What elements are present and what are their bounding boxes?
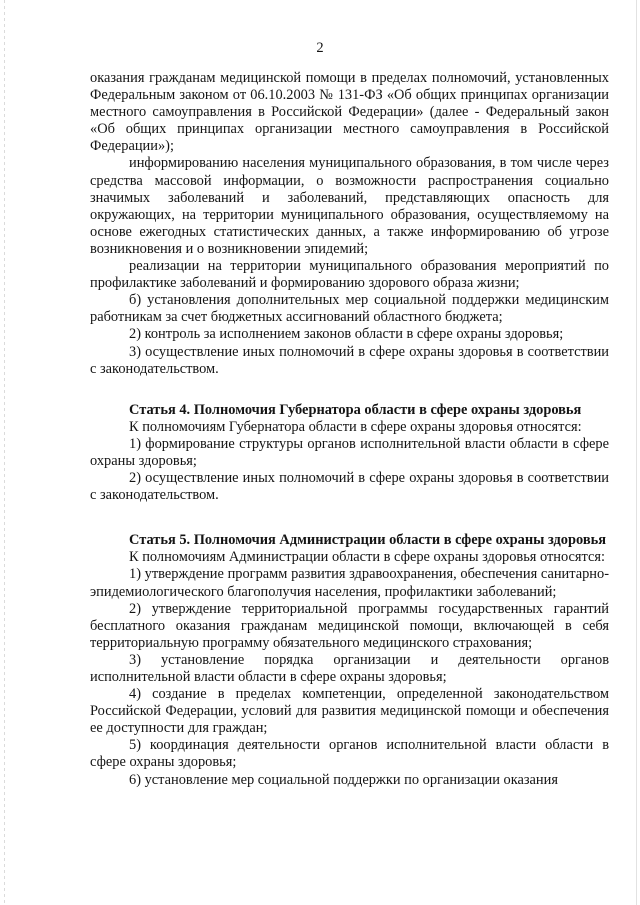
body-text [90, 70, 609, 789]
paragraph: 2) контроль за исполнением законов области в сфере охраны здоровья; [129, 326, 564, 343]
article-5-heading: Статья 5. Полномочия Администрации области в сфере охраны здоровья [129, 532, 606, 549]
paragraph: 1) утверждение программ развития здравоохранения, обеспечения санитарно-эпидемиологического благополучия населения, профилактики заболеваний; [90, 566, 609, 600]
paragraph: 3) осуществление иных полномочий в сфере охраны здоровья в соответствии с законодательством. [90, 343, 609, 377]
paragraph: 5) координация деятельности органов исполнительной власти области в сфере охраны здоровья; [90, 737, 609, 771]
paragraph: 2) осуществление иных полномочий в сфере охраны здоровья в соответствии с законодательством. [90, 470, 609, 504]
article-4-heading: Статья 4. Полномочия Губернатора области в сфере охраны здоровья [129, 401, 582, 418]
scan-edge-right [636, 0, 637, 905]
paragraph: 3) установление порядка организации и деятельности органов исполнительной власти области в сфере охраны здоровья; [90, 651, 609, 685]
paragraph: оказания гражданам медицинской помощи в пределах полномочий, установленных Федеральным законом от 06.10.2003 № 131-ФЗ «Об общих принципах организации местного самоуправления в Российской Федерации» (далее - Федеральный закон «Об общих принципах организации местного самоуправления в Российской Федерации»); [90, 70, 609, 155]
paragraph: 4) создание в пределах компетенции, определенной законодательством Российской Федерации, условий для развития медицинской помощи и обеспечения ее доступности для граждан; [90, 686, 609, 737]
paragraph: б) установления дополнительных мер социальной поддержки медицинским работникам за счет бюджетных ассигнований областного бюджета; [90, 292, 609, 326]
paragraph: реализации на территории муниципального образования мероприятий по профилактике заболеваний и формированию здорового образа жизни; [90, 258, 609, 292]
paragraph: 2) утверждение территориальной программы государственных гарантий бесплатного оказания гражданам медицинской помощи, включающей в себя территориальную программу обязательного медицинского страхования; [90, 600, 609, 651]
paragraph: 1) формирование структуры органов исполнительной власти области в сфере охраны здоровья; [90, 435, 609, 469]
page-number: 2 [316, 40, 324, 56]
paragraph: К полномочиям Губернатора области в сфере охраны здоровья относятся: [129, 418, 582, 435]
paragraph: 6) установление мер социальной поддержки по организации оказания [129, 771, 558, 788]
paragraph: информированию населения муниципального образования, в том числе через средства массовой информации, о возможности распространения социально значимых заболеваний и заболеваний, представляющих опасность для окружающих, на территории муниципального образования, осуществляемому на основе ежегодных статистических данных, а также информированию об угрозе возникновения и о возникновении эпидемий; [90, 155, 609, 257]
paragraph: К полномочиям Администрации области в сфере охраны здоровья относятся: [129, 549, 606, 566]
scan-edge-left [4, 0, 5, 905]
